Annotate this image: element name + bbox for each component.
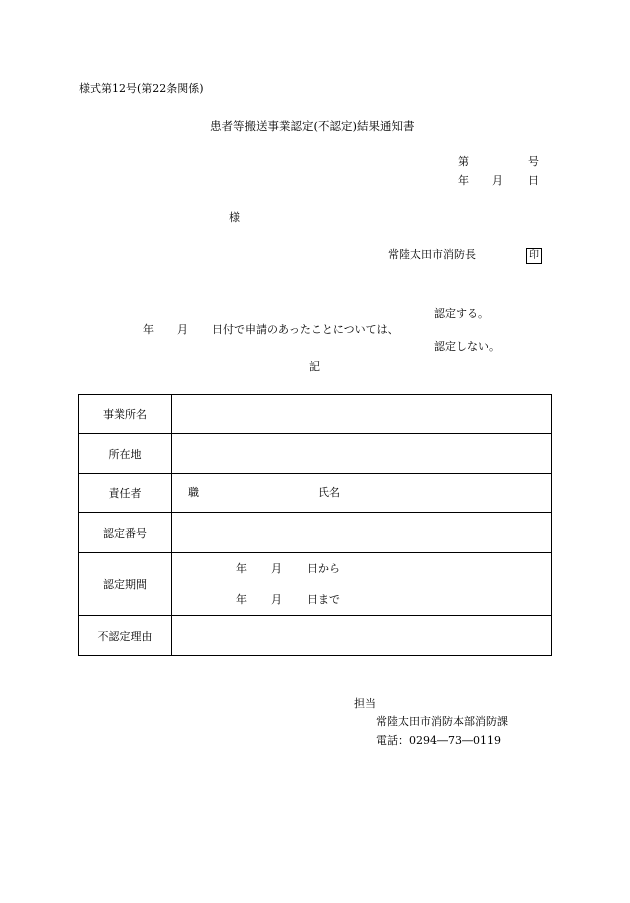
- doc-number-suffix: 号: [528, 155, 539, 168]
- rejection-reason-label: 不認定理由: [79, 616, 172, 656]
- period-from-day: 日から: [307, 562, 340, 575]
- business-name-label: 事業所名: [79, 395, 172, 434]
- table-row: [79, 474, 552, 513]
- period-from-month: 月: [271, 562, 282, 575]
- period-to-month: 月: [271, 593, 282, 606]
- period-to-year: 年: [236, 593, 247, 606]
- position-label: 職: [188, 486, 199, 499]
- contact-department: 常陸太田市消防本部消防課: [376, 715, 508, 728]
- rejection-reason-field[interactable]: [172, 616, 552, 656]
- contact-label: 担当: [354, 697, 376, 710]
- manager-field[interactable]: [172, 474, 552, 513]
- doc-date-year: 年: [458, 174, 469, 187]
- table-row: [79, 553, 552, 616]
- body-sentence: 日付で申請のあったことについては、: [212, 323, 399, 336]
- table-row: [79, 434, 552, 474]
- issuer-name: 常陸太田市消防長: [388, 248, 476, 261]
- table-row: [79, 616, 552, 656]
- body-month: 月: [177, 323, 188, 336]
- seal-mark: 印: [526, 248, 542, 264]
- option-approve: 認定する。: [434, 307, 489, 320]
- ki-heading: 記: [309, 360, 320, 373]
- location-label: 所在地: [79, 434, 172, 474]
- name-label: 氏名: [318, 486, 340, 499]
- doc-number-prefix: 第: [458, 155, 469, 168]
- table-row: [79, 395, 552, 434]
- form-id: 様式第12号(第22条関係): [79, 82, 204, 95]
- period-label: 認定期間: [79, 553, 172, 616]
- period-from-year: 年: [236, 562, 247, 575]
- period-field[interactable]: [172, 553, 552, 616]
- manager-label: 責任者: [79, 474, 172, 513]
- doc-date-month: 月: [492, 174, 503, 187]
- table-row: [79, 513, 552, 553]
- contact-phone: 電話：0294―73―0119: [376, 734, 501, 747]
- addressee-suffix: 様: [229, 211, 240, 224]
- cert-number-label: 認定番号: [79, 513, 172, 553]
- business-name-field[interactable]: [172, 395, 552, 434]
- body-year: 年: [143, 323, 154, 336]
- period-to-day: 日まで: [307, 593, 340, 606]
- doc-date-day: 日: [528, 174, 539, 187]
- document-title: 患者等搬送事業認定(不認定)結果通知書: [210, 119, 415, 133]
- certification-table: [78, 394, 552, 656]
- location-field[interactable]: [172, 434, 552, 474]
- option-reject: 認定しない。: [434, 340, 500, 353]
- cert-number-field[interactable]: [172, 513, 552, 553]
